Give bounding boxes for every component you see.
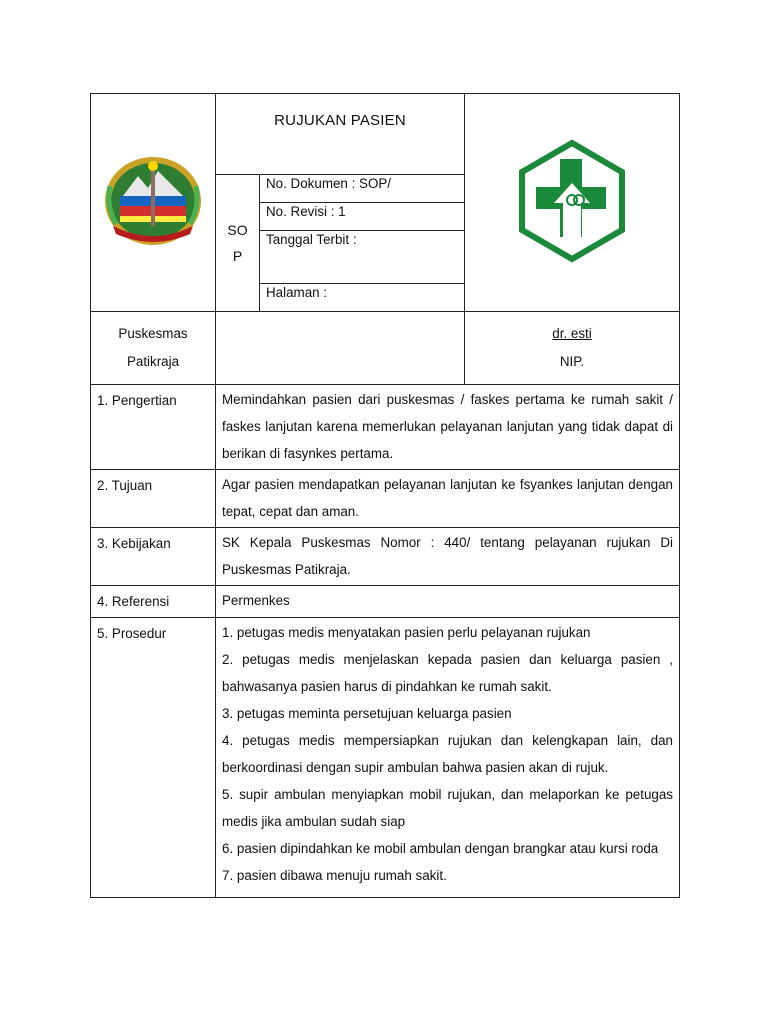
procedure-step: 2. petugas medis menjelaskan kepada pasien dan keluarga pasien , bahwasanya pasien harus di pindahkan ke rumah sakit. xyxy=(222,652,673,694)
procedure-step: 1. petugas medis menyatakan pasien perlu pelayanan rujukan xyxy=(222,625,591,640)
revision-number: No. Revisi : 1 xyxy=(260,203,465,231)
procedure-step: 7. pasien dibawa menuju rumah sakit. xyxy=(222,868,447,883)
regency-emblem-cell xyxy=(91,94,216,312)
regency-emblem-icon xyxy=(98,146,208,256)
procedure-steps xyxy=(216,618,680,898)
puskesmas-logo-icon xyxy=(516,139,628,263)
signatory-nip: NIP. xyxy=(559,354,585,369)
procedure-step: 5. supir ambulan menyiapkan mobil rujukan, dan melaporkan ke petugas medis jika ambulan sudah siap xyxy=(222,787,673,829)
puskesmas-logo-cell xyxy=(465,94,680,312)
unit-line1: Puskesmas xyxy=(118,326,188,341)
sop-label-line1: SO xyxy=(227,222,248,238)
doc-number: No. Dokumen : SOP/ xyxy=(260,175,465,203)
row-text-referensi: Permenkes xyxy=(216,586,680,618)
signatory-name: dr. esti xyxy=(552,326,592,341)
sop-label-line2: P xyxy=(232,248,243,264)
row-text-kebijakan: SK Kepala Puskesmas Nomor : 440/ tentang pelayanan rujukan Di Puskesmas Patikraja. xyxy=(216,528,680,586)
row-text-tujuan: Agar pasien mendapatkan pelayanan lanjutan ke fsyankes lanjutan dengan tepat, cepat dan aman. xyxy=(216,470,680,528)
document-title: RUJUKAN PASIEN xyxy=(216,94,465,175)
blank-cell xyxy=(216,312,465,385)
page-number: Halaman : xyxy=(260,284,465,312)
unit-line2: Patikraja xyxy=(126,354,180,369)
procedure-step: 3. petugas meminta persetujuan keluarga pasien xyxy=(222,706,512,721)
sop-document xyxy=(90,93,679,898)
row-label-referensi: 4. Referensi xyxy=(91,586,216,618)
signature-block xyxy=(465,312,680,385)
row-text-pengertian: Memindahkan pasien dari puskesmas / faskes pertama ke rumah sakit / faskes lanjutan karena memerlukan pelayanan lanjutan yang tidak dapat di berikan di fasynkes pertama. xyxy=(216,385,680,470)
procedure-step: 6. pasien dipindahkan ke mobil ambulan dengan brangkar atau kursi roda xyxy=(222,841,659,856)
issue-date: Tanggal Terbit : xyxy=(260,231,465,284)
sop-label xyxy=(216,175,260,312)
row-label-tujuan: 2. Tujuan xyxy=(91,470,216,528)
row-label-pengertian: 1. Pengertian xyxy=(91,385,216,470)
procedure-step: 4. petugas medis mempersiapkan rujukan dan kelengkapan lain, dan berkoordinasi dengan supir ambulan bahwa pasien akan di rujuk. xyxy=(222,733,673,775)
sop-table xyxy=(90,93,680,898)
row-label-prosedur: 5. Prosedur xyxy=(91,618,216,898)
unit-name xyxy=(91,312,216,385)
row-label-kebijakan: 3. Kebijakan xyxy=(91,528,216,586)
